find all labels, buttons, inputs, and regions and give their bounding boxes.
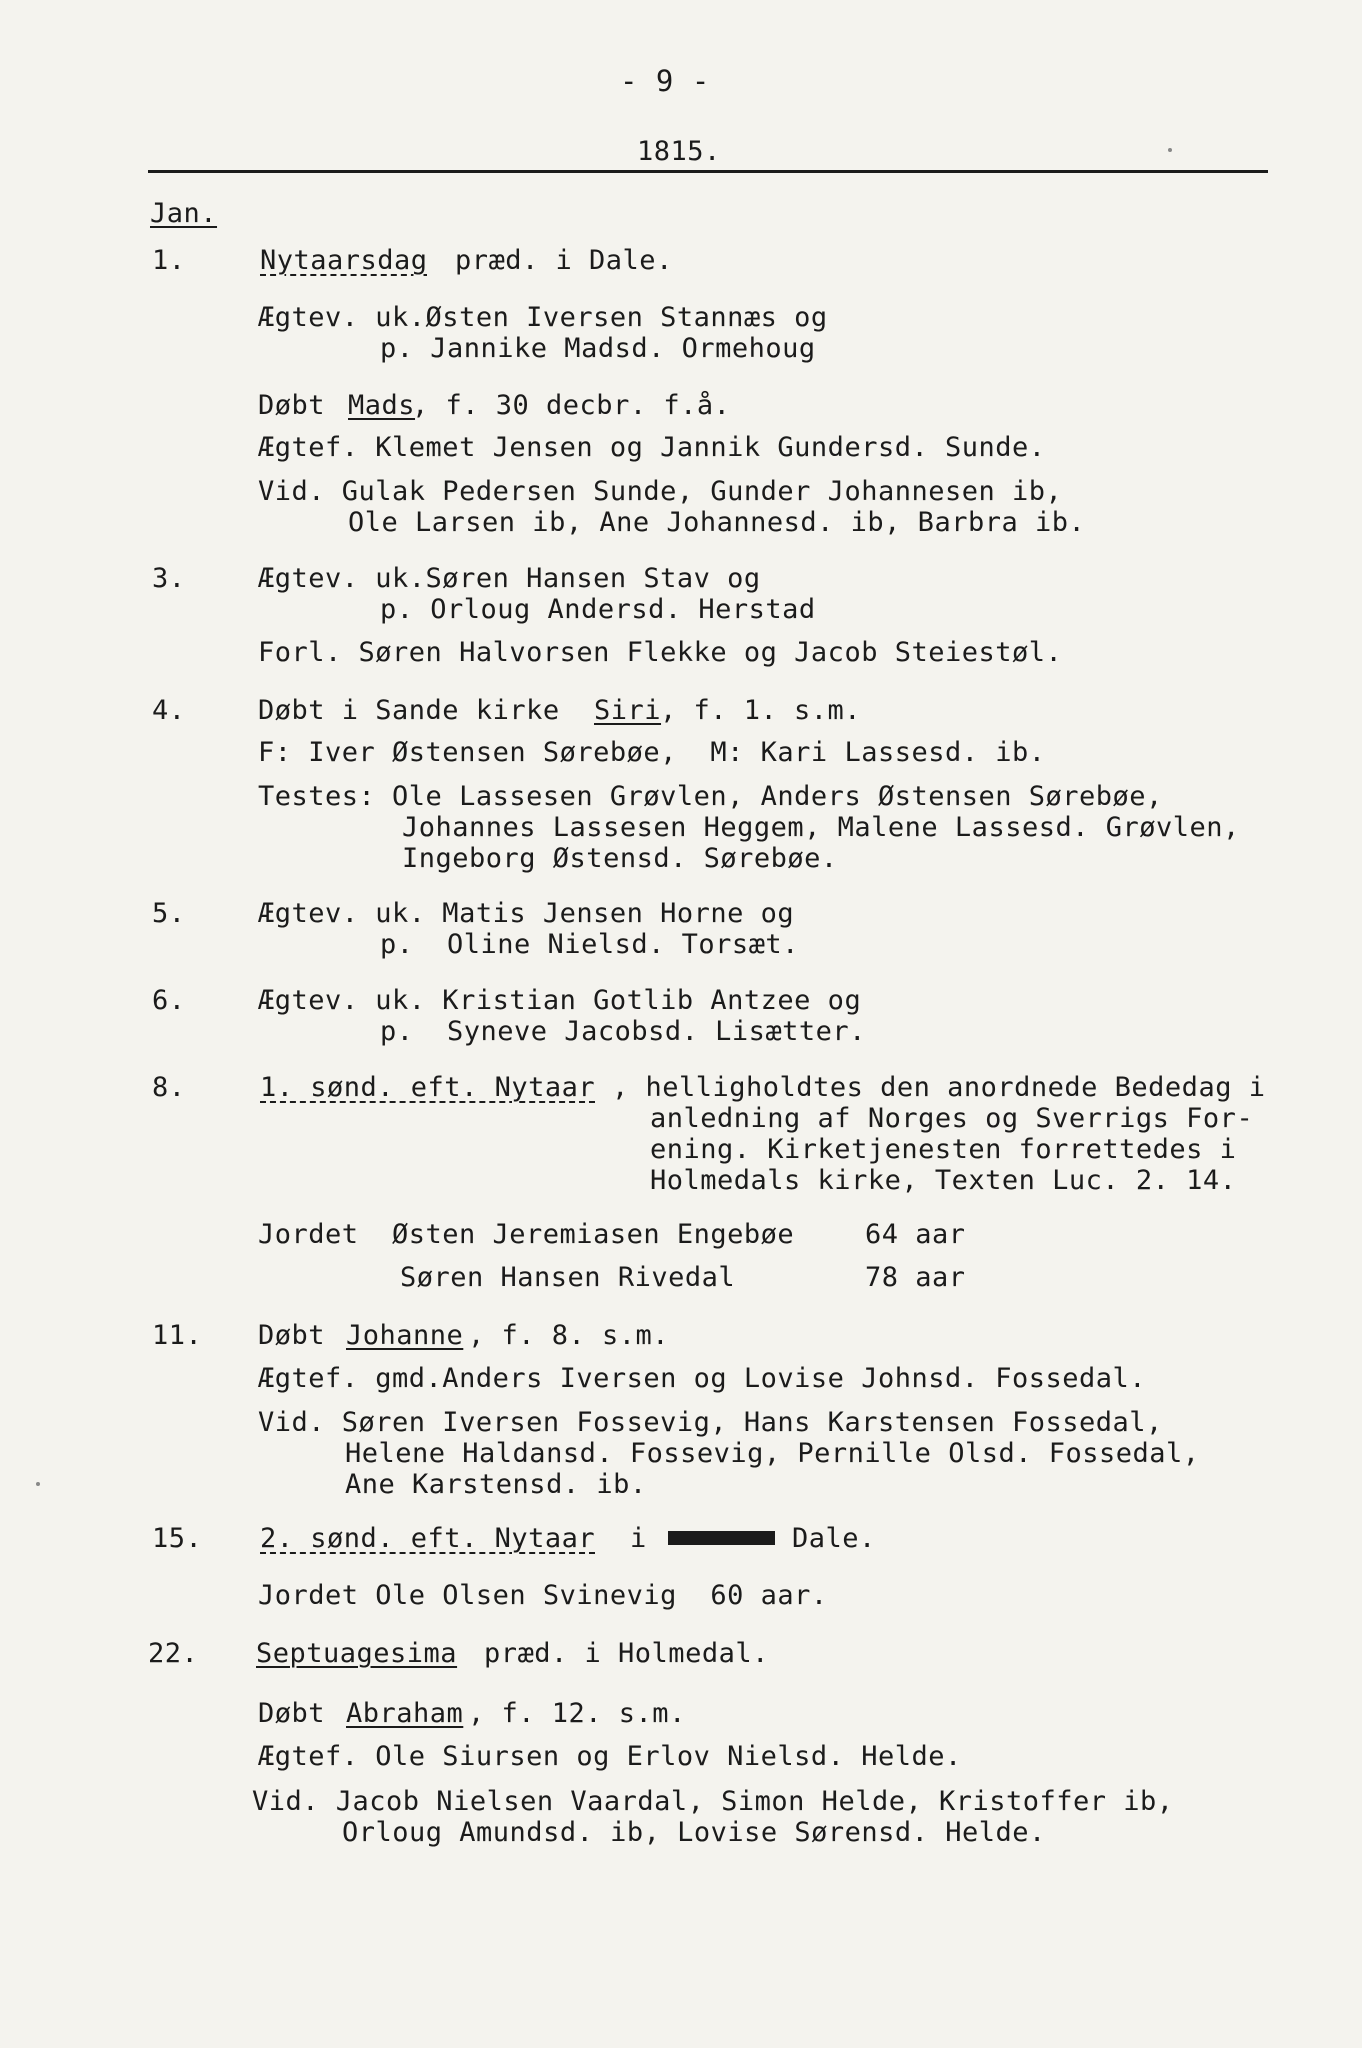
entry-line: præd. i Dale. — [455, 245, 673, 276]
entry-line: p. Oline Nielsd. Torsæt. — [380, 929, 799, 960]
entry-line: Ægtef. gmd.Anders Iversen og Lovise Johnsd. Fossedal. — [258, 1363, 1147, 1394]
page-number: - 9 - — [620, 64, 710, 98]
entry-line: Ægtev. uk. Matis Jensen Horne og — [258, 898, 795, 929]
entry-line: Dale. — [792, 1523, 876, 1554]
entry-day: 11. — [152, 1320, 203, 1351]
entry-line: 78 aar — [865, 1262, 966, 1293]
entry-line: Jordet Ole Olsen Svinevig 60 aar. — [258, 1580, 828, 1611]
entry-line: Ingeborg Østensd. Sørebøe. — [402, 843, 838, 874]
entry-title: 1. sønd. eft. Nytaar — [260, 1072, 596, 1103]
paper-speck — [1168, 148, 1172, 152]
entry-line: , f. 30 decbr. f.å. — [412, 390, 731, 421]
entry-title: Nytaarsdag — [260, 245, 428, 276]
entry-line: p. Orloug Andersd. Herstad — [380, 594, 816, 625]
entry-line: Johannes Lassesen Heggem, Malene Lassesd. Grøvlen, — [402, 812, 1240, 843]
entry-line: p. Jannike Madsd. Ormehoug — [380, 333, 816, 364]
entry-line: , f. 1. s.m. — [660, 695, 862, 726]
entry-line: Forl. Søren Halvorsen Flekke og Jacob Steiestøl. — [258, 637, 1063, 668]
baptized-name: Abraham — [346, 1698, 464, 1729]
entry-line: , f. 8. s.m. — [468, 1320, 670, 1351]
entry-line: Ægtef. Ole Siursen og Erlov Nielsd. Helde. — [258, 1741, 962, 1772]
baptized-name: Mads — [348, 390, 416, 421]
entry-day: 5. — [152, 898, 186, 929]
entry-line: Ole Larsen ib, Ane Johannesd. ib, Barbra ib. — [348, 507, 1086, 538]
entry-line: Døbt — [258, 390, 326, 421]
entry-line: Holmedals kirke, Texten Luc. 2. 14. — [650, 1165, 1237, 1196]
entry-line: anledning af Norges og Sverrigs For- — [650, 1103, 1254, 1134]
entry-line: Østen Jeremiasen Engebøe — [392, 1219, 795, 1250]
entry-line: Døbt i Sande kirke — [258, 695, 560, 726]
paper-speck — [36, 1482, 40, 1486]
header-rule — [148, 170, 1268, 173]
entry-title: 2. sønd. eft. Nytaar — [260, 1523, 596, 1554]
entry-line: Jordet — [258, 1219, 359, 1250]
entry-day: 6. — [152, 985, 186, 1016]
entry-day: 4. — [152, 695, 186, 726]
entry-line: F: Iver Østensen Sørebøe, M: Kari Lassesd. ib. — [258, 737, 1046, 768]
entry-title: Septuagesima — [256, 1638, 458, 1669]
entry-line: , f. 12. s.m. — [468, 1698, 686, 1729]
entry-line: Døbt — [258, 1698, 326, 1729]
baptized-name: Johanne — [346, 1320, 464, 1351]
entry-day: 15. — [152, 1523, 203, 1554]
entry-line: Vid. Søren Iversen Fossevig, Hans Karstensen Fossedal, — [258, 1407, 1163, 1438]
entry-line: Ane Karstensd. ib. — [345, 1469, 647, 1500]
entry-day: 22. — [148, 1638, 199, 1669]
entry-line: Døbt — [258, 1320, 326, 1351]
entry-line: ening. Kirketjenesten forrettedes i — [650, 1134, 1237, 1165]
baptized-name: Siri — [594, 695, 662, 726]
entry-line: Ægtev. uk. Kristian Gotlib Antzee og — [258, 985, 862, 1016]
entry-line: Helene Haldansd. Fossevig, Pernille Olsd. Fossedal, — [345, 1438, 1200, 1469]
entry-day: 8. — [152, 1072, 186, 1103]
year-heading: 1815. — [637, 136, 721, 167]
entry-line: 64 aar — [865, 1219, 966, 1250]
entry-day: 1. — [152, 245, 186, 276]
entry-line: Vid. Gulak Pedersen Sunde, Gunder Johannesen ib, — [258, 476, 1063, 507]
entry-line: Ægtev. uk.Søren Hansen Stav og — [258, 563, 761, 594]
entry-line: i — [630, 1523, 647, 1554]
entry-line: Testes: Ole Lassesen Grøvlen, Anders Østensen Sørebøe, — [258, 781, 1163, 812]
entry-line: præd. i Holmedal. — [484, 1638, 769, 1669]
entry-line: p. Syneve Jacobsd. Lisætter. — [380, 1016, 866, 1047]
entry-line: Ægtev. uk.Østen Iversen Stannæs og — [258, 302, 828, 333]
struck-word — [668, 1531, 775, 1545]
entry-line: Ægtef. Klemet Jensen og Jannik Gundersd. Sunde. — [258, 432, 1046, 463]
month-label: Jan. — [150, 198, 218, 229]
entry-line: Vid. Jacob Nielsen Vaardal, Simon Helde, Kristoffer ib, — [252, 1786, 1174, 1817]
entry-line: Orloug Amundsd. ib, Lovise Sørensd. Helde. — [342, 1817, 1046, 1848]
entry-day: 3. — [152, 563, 186, 594]
entry-line: , helligholdtes den anordnede Bededag i — [612, 1072, 1266, 1103]
entry-line: Søren Hansen Rivedal — [400, 1262, 736, 1293]
